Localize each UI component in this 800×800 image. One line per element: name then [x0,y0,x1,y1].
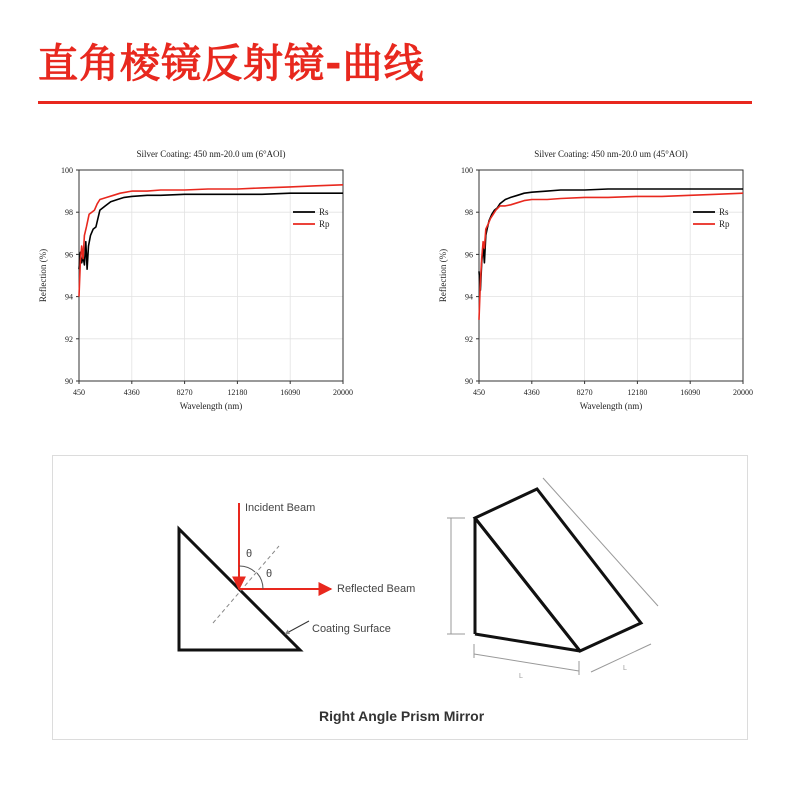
prism-diagram-svg [53,456,747,739]
legend-label-rs: Rs [319,207,329,217]
y-tick-label: 92 [465,334,473,344]
x-tick-label: 12180 [227,388,248,397]
y-tick-label: 90 [465,377,473,386]
x-tick-label: 16090 [280,388,301,397]
y-tick-label: 98 [465,208,473,218]
series-line-rs [79,193,343,269]
diagram-caption: Right Angle Prism Mirror [319,708,485,724]
x-axis-label: Wavelength (nm) [579,401,643,411]
chart-svg [430,135,800,425]
series-line-rp [79,185,343,297]
theta-label-reflected: θ [266,568,273,580]
x-tick-label: 16090 [680,388,701,397]
coating-pointer [285,621,309,634]
coating-surface-label: Coating Surface [312,623,391,635]
reflected-beam-label: Reflected Beam [337,583,416,595]
x-axis-label: Wavelength (nm) [179,401,243,411]
dimension-label-width: L [519,673,523,680]
y-tick-label: 100 [461,166,473,175]
y-tick-label: 94 [65,292,73,302]
chart-title: Silver Coating: 450 nm-20.0 um (6°AOI) [136,149,286,159]
y-tick-label: 90 [65,377,73,386]
x-tick-label: 12180 [627,388,648,397]
chart-svg [30,135,410,425]
legend-label-rp: Rp [319,219,330,229]
x-tick-label: 4360 [523,388,540,397]
prism-diagram-panel [52,455,748,740]
y-tick-label: 92 [65,334,73,344]
theta-arc-reflected [257,573,263,589]
x-tick-label: 4360 [123,388,140,397]
title-rule [38,101,752,104]
legend-label-rp: Rp [719,219,730,229]
y-axis-label: Reflection (%) [38,248,48,303]
plot-frame [79,170,343,381]
x-tick-label: 8270 [576,388,593,397]
y-tick-label: 96 [65,250,73,260]
x-tick-label: 8270 [176,388,193,397]
theta-label-incident: θ [246,548,253,560]
y-tick-label: 98 [65,208,73,218]
theta-arc-incident [239,566,255,572]
y-axis-label: Reflection (%) [438,248,448,303]
y-tick-label: 96 [465,250,473,260]
x-tick-label: 20000 [733,388,753,397]
chart-title: Silver Coating: 450 nm-20.0 um (45°AOI) [534,149,688,159]
prism-3d [475,489,641,651]
y-tick-label: 94 [465,292,473,302]
chart-reflection-6aoi [30,135,410,425]
y-tick-label: 100 [61,166,73,175]
page-title: 直角棱镜反射镜-曲线 [38,41,425,87]
incident-beam-label: Incident Beam [245,502,316,514]
x-tick-label: 20000 [333,388,353,397]
legend-label-rs: Rs [719,207,729,217]
dimension-label-depth: L [623,665,627,672]
x-tick-label: 450 [73,388,85,397]
series-line-rs [479,189,743,290]
chart-reflection-45aoi [430,135,800,425]
x-tick-label: 450 [473,388,485,397]
